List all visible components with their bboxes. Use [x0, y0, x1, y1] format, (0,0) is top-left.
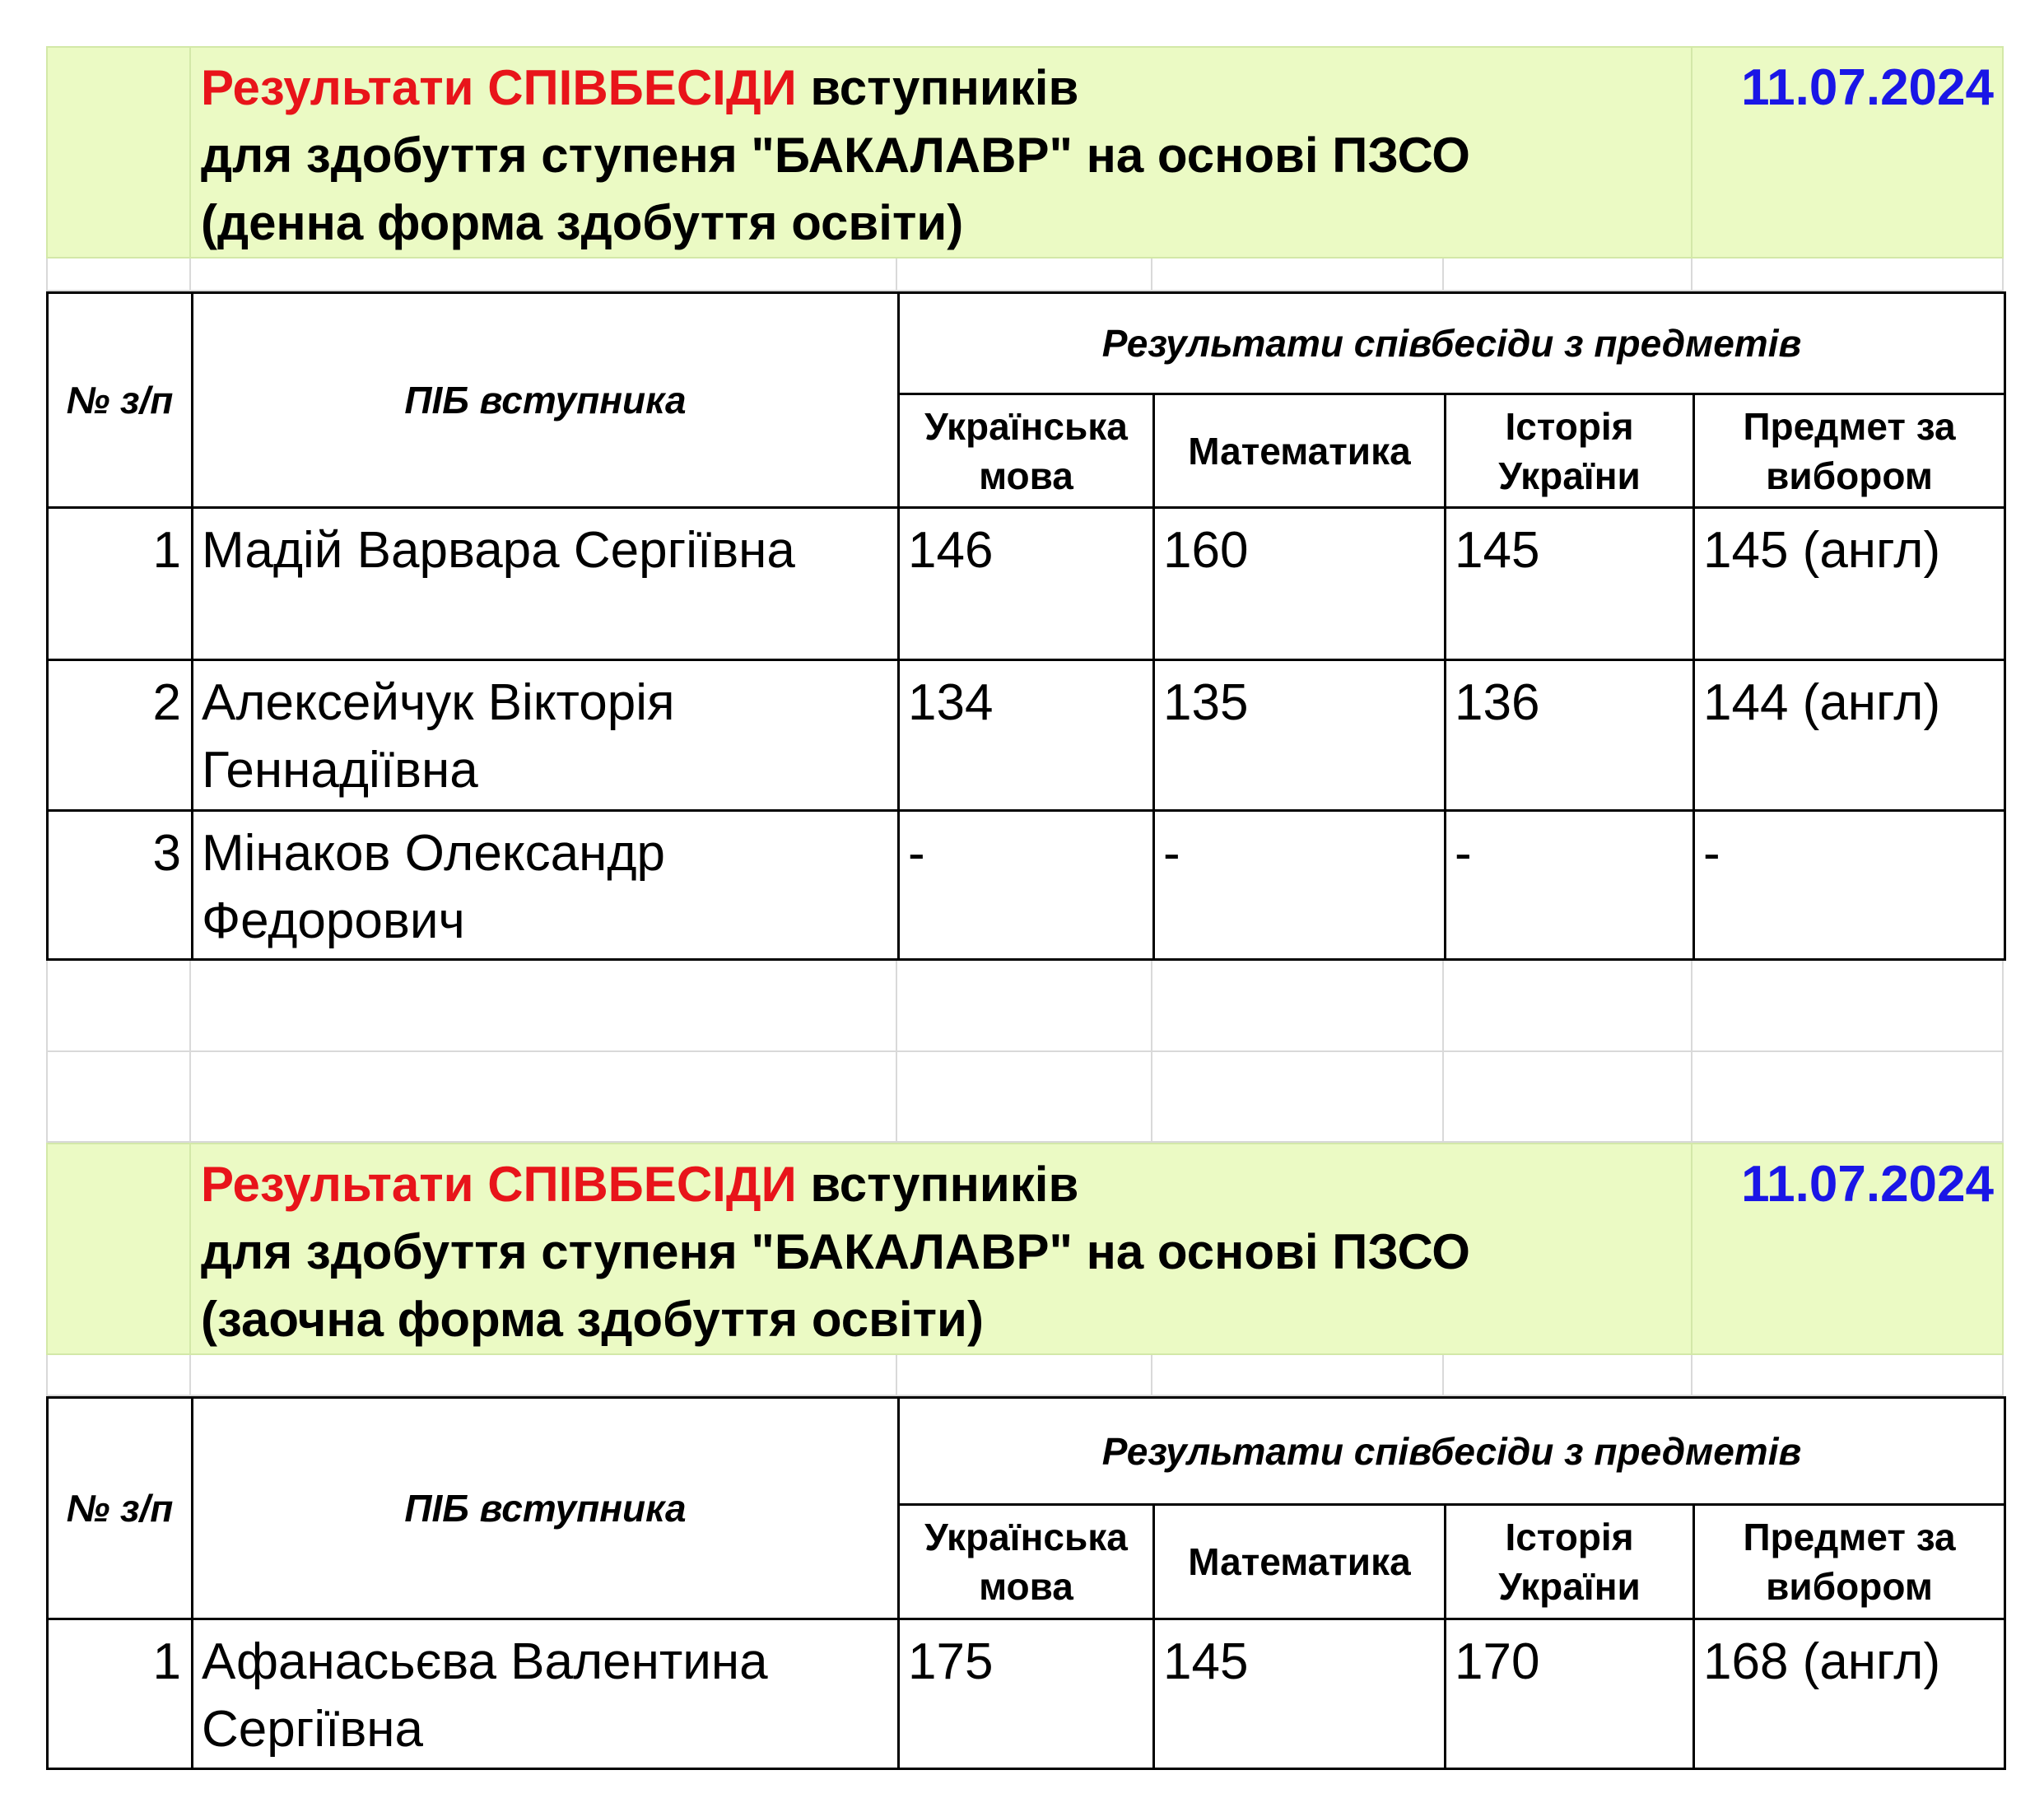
- applicant-name: Мінаков Олександр Федорович: [191, 809, 900, 961]
- header-number: № з/п: [46, 1396, 193, 1620]
- score-history: 145: [1444, 506, 1695, 661]
- section-1-title: [191, 46, 1692, 259]
- header-subject-math: Математика: [1152, 393, 1446, 509]
- score-ukrainian: 175: [897, 1618, 1155, 1770]
- applicant-name: Мадій Варвара Сергіївна: [191, 506, 900, 661]
- header-results-group: Результати співбесіди з предметів: [897, 1396, 2006, 1506]
- grid-cell: [1692, 961, 2004, 1052]
- title-line-3: (заочна форма здобуття освіти): [201, 1292, 984, 1347]
- score-math: 135: [1152, 659, 1446, 812]
- grid-cell: [46, 961, 191, 1052]
- title-line-3: (денна форма здобуття освіти): [201, 195, 964, 250]
- header-subject-ukrainian: Українська мова: [897, 1503, 1155, 1620]
- title-highlight: Результати СПІВБЕСІДИ: [201, 60, 797, 115]
- title-line-2: для здобуття ступеня "БАКАЛАВР" на основі ПЗСО: [201, 1224, 1470, 1279]
- title-rest: вступників: [796, 60, 1079, 115]
- header-name: ПІБ вступника: [191, 291, 900, 509]
- grid-cell: [1152, 1355, 1444, 1396]
- score-history: 136: [1444, 659, 1695, 812]
- grid-cell: [191, 1355, 897, 1396]
- grid-cell: [46, 1355, 191, 1396]
- title-highlight: Результати СПІВБЕСІДИ: [201, 1157, 797, 1212]
- header-subject-history: Історія України: [1444, 393, 1695, 509]
- grid-cell: [897, 961, 1152, 1052]
- grid-cell: [897, 259, 1152, 291]
- score-math: 160: [1152, 506, 1446, 661]
- grid-cell: [897, 1052, 1152, 1143]
- grid-cell: [1152, 1052, 1444, 1143]
- score-ukrainian: 134: [897, 659, 1155, 812]
- title-rest: вступників: [796, 1157, 1079, 1212]
- title-band-cell: [46, 46, 191, 259]
- grid-cell: [1444, 1355, 1692, 1396]
- grid-cell: [1152, 259, 1444, 291]
- grid-cell: [46, 1052, 191, 1143]
- score-choice: 144 (англ): [1692, 659, 2006, 812]
- row-number: 3: [46, 809, 193, 961]
- score-choice: -: [1692, 809, 2006, 961]
- score-math: -: [1152, 809, 1446, 961]
- row-number: 2: [46, 659, 193, 812]
- score-choice: 145 (англ): [1692, 506, 2006, 661]
- header-subject-history: Історія України: [1444, 1503, 1695, 1620]
- score-ukrainian: -: [897, 809, 1155, 961]
- row-number: 1: [46, 1618, 193, 1770]
- score-history: 170: [1444, 1618, 1695, 1770]
- score-ukrainian: 146: [897, 506, 1155, 661]
- applicant-name: Алексейчук Вікторія Геннадіївна: [191, 659, 900, 812]
- title-band-cell: [46, 1143, 191, 1355]
- header-subject-ukrainian: Українська мова: [897, 393, 1155, 509]
- header-number: № з/п: [46, 291, 193, 509]
- grid-cell: [191, 961, 897, 1052]
- section-1-date: 11.07.2024: [1692, 46, 2004, 259]
- grid-cell: [1692, 259, 2004, 291]
- grid-cell: [1444, 1052, 1692, 1143]
- header-subject-math: Математика: [1152, 1503, 1446, 1620]
- score-math: 145: [1152, 1618, 1446, 1770]
- row-number: 1: [46, 506, 193, 661]
- grid-cell: [1152, 961, 1444, 1052]
- header-subject-choice: Предмет за вибором: [1692, 393, 2006, 509]
- grid-cell: [1692, 1355, 2004, 1396]
- score-history: -: [1444, 809, 1695, 961]
- applicant-name: Афанасьєва Валентина Сергіївна: [191, 1618, 900, 1770]
- grid-cell: [1444, 259, 1692, 291]
- header-name: ПІБ вступника: [191, 1396, 900, 1620]
- header-results-group: Результати співбесіди з предметів: [897, 291, 2006, 395]
- header-subject-choice: Предмет за вибором: [1692, 1503, 2006, 1620]
- section-2-date: 11.07.2024: [1692, 1143, 2004, 1355]
- title-line-2: для здобуття ступеня "БАКАЛАВР" на основі ПЗСО: [201, 128, 1470, 183]
- grid-cell: [191, 259, 897, 291]
- score-choice: 168 (англ): [1692, 1618, 2006, 1770]
- grid-cell: [897, 1355, 1152, 1396]
- grid-cell: [191, 1052, 897, 1143]
- grid-cell: [1444, 961, 1692, 1052]
- grid-cell: [46, 259, 191, 291]
- section-2-title: [191, 1143, 1692, 1355]
- grid-cell: [1692, 1052, 2004, 1143]
